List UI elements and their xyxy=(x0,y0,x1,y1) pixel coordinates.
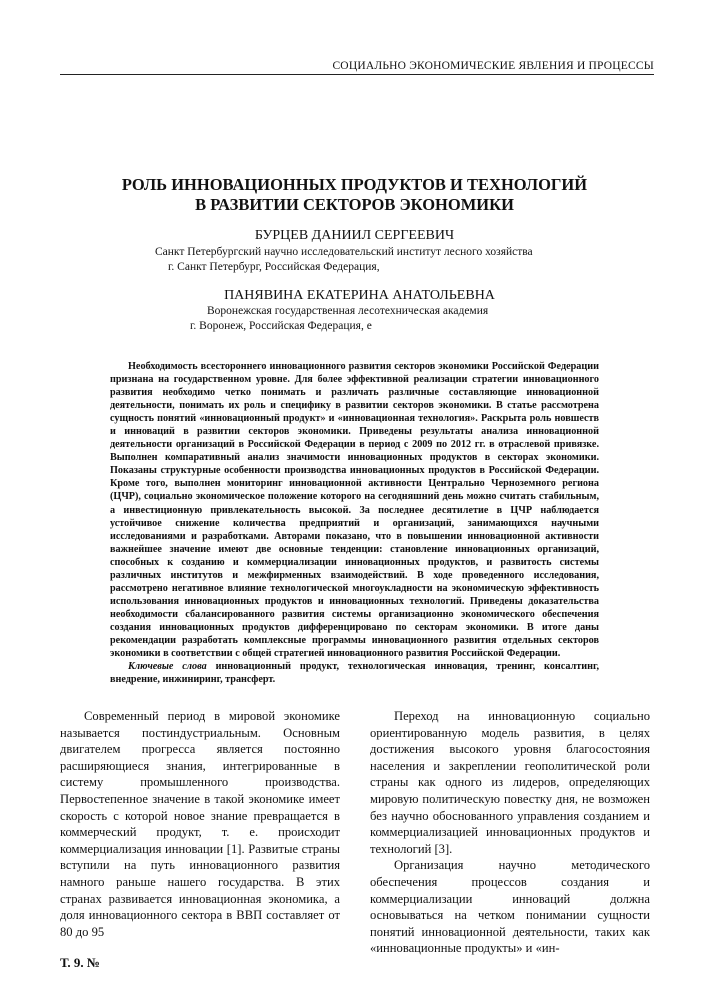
body-paragraph: Переход на инновационную социально ориентированную модель развития, в целях достижения высокого уровня благосостояния населения и закреплении геополитической роли страны как одного из лидеров, определяющих мировую политическую повестку дня, не возможен без научно обоснованного управления созданием и коммерциализацией инновационных продуктов и технологий [3]. xyxy=(370,709,650,856)
abstract-text: Необходимость всестороннего инновационного развития секторов экономики Российской Федерации признана на государственном уровне. Для более эффективной реализации стратегии инновационного развития необходимо четко понимать и различать различные составляющие инновационной деятельности, понимать их роль и специфику в развитии секторов экономики. В статье рассмотрена сущность понятий «инновационный продукт» и «инновационная технология». Раскрыта роль новшеств и инноваций в развитии секторов экономики. Приведены результаты анализа инновационной деятельности организаций в Российской Федерации в период с 2009 по 2012 гг. в отраслевой привязке. Выполнен компаративный анализ значимости инновационных продуктов в секторах экономики. Показаны структурные особенности производства инновационных продуктов в Российской Федерации. Кроме того, выполнен мониторинг инновационной активности Центрально Черноземного региона (ЦЧР), социально экономическое положение которого на сегодняшний день можно считать стабильным, а инвестиционную привлекательность высокой. За последнее десятилетие в ЦЧР наблюдается устойчивое снижение количества предприятий и организаций, занимающихся научными исследованиями и разработками. Авторами показано, что в повышении инновационной активности важнейшее значение имеют две основные тенденции: становление инновационных организаций, способных к созданию и коммерциализации инновационных продуктов, и развитость системы различных институтов и межфирменных взаимодействий. В ходе проведенного исследования, рассмотрено негативное влияние технологической многоукладности на экономическую эффективность использования инновационных продуктов и инновационных технологий. Приведены доказательства необходимости сбалансированного развития системы организационно экономического обеспечения создания инновационных продуктов дифференцировано по секторам экономики. В итоге даны рекомендации разработать комплексные программы инновационного развития отдельных секторов экономики в соответствии с общей стратегией инновационного развития Российской Федерации. xyxy=(110,361,599,660)
title-line-1: РОЛЬ ИННОВАЦИОННЫХ ПРОДУКТОВ И ТЕХНОЛОГИЙ xyxy=(121,175,588,194)
title-line-2: В РАЗВИТИИ СЕКТОРОВ ЭКОНОМИКИ xyxy=(195,195,514,214)
author-1-location: г. Санкт Петербург, Российская Федерация, xyxy=(168,261,380,273)
body-paragraph: Организация научно методического обеспечения процессов создания и коммерциализации инноваций должна основываться на четком понимании сущности понятий инновационной деятельности, таких как «инновационные продукты» и «ин- xyxy=(370,858,650,956)
author-2-affiliation: Воронежская государственная лесотехническая академия xyxy=(207,305,489,317)
article-title xyxy=(80,175,629,215)
author-2-name: ПАНЯВИНА ЕКАТЕРИНА АНАТОЛЬЕВНА xyxy=(224,288,495,303)
body-paragraph: Современный период в мировой экономике называется постиндустриальным. Основным двигателем прогресса является постоянно расширяющиеся знания, интегрированные в систему промышленного производства. Первостепенное значение в такой экономике имеет скорость с которой новое знание превращается в коммерческий продукт, т. е. происходит коммерциализация инновации [1]. Развитые страны вступили на путь инновационного развития намного раньше нашего государства. В этих странах развивается инновационная экономика, а доля инновационного сектора в ВВП составляет от 80 до 95 xyxy=(60,709,340,939)
author-1-name: БУРЦЕВ ДАНИИЛ СЕРГЕЕВИЧ xyxy=(254,228,455,243)
author-1-affiliation: Санкт Петербургский научно исследовательский институт лесного хозяйства xyxy=(155,246,533,258)
author-2-location: г. Воронеж, Российская Федерация, e xyxy=(190,320,372,332)
keywords xyxy=(110,660,599,686)
body-column-right xyxy=(370,708,650,957)
page-footer: Т. 9. № xyxy=(60,955,100,970)
body-column-left xyxy=(60,708,340,940)
keywords-label: Ключевые слова xyxy=(128,661,207,673)
abstract xyxy=(110,360,599,686)
keywords-text: инновационный продукт, технологическая инновация, тренинг, консалтинг, внедрение, инжиниринг, трансферт. xyxy=(110,661,600,686)
running-header: СОЦИАЛЬНО ЭКОНОМИЧЕСКИЕ ЯВЛЕНИЯ И ПРОЦЕССЫ xyxy=(60,60,654,75)
